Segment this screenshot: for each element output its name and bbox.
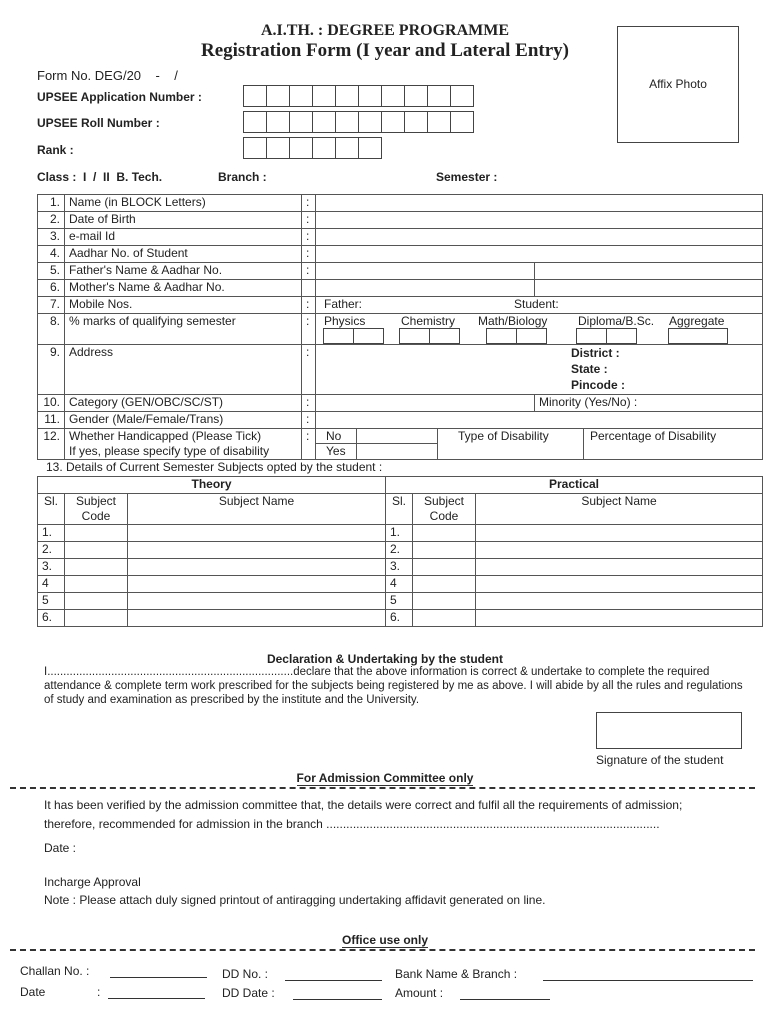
address-field[interactable]: District : State : Pincode : [316, 345, 763, 395]
email-field[interactable] [316, 229, 763, 246]
incharge-approval: Incharge Approval [44, 875, 141, 889]
declaration-title: Declaration & Undertaking by the student [266, 652, 504, 666]
handicap-no[interactable]: No [316, 429, 356, 444]
upsee-roll-label: UPSEE Roll Number : [37, 116, 160, 130]
table-row: 1. 1. [38, 525, 763, 542]
class-label: Class : I / II B. Tech. [37, 170, 163, 184]
semester-label: Semester : [436, 170, 498, 184]
aggregate-cells[interactable] [668, 328, 728, 344]
bank-label: Bank Name & Branch : [395, 967, 518, 981]
table-row: 3. 3. [38, 559, 763, 576]
challan-field[interactable] [110, 964, 207, 978]
table-row: 6. Mother's Name & Aadhar No. [38, 280, 763, 297]
photo-box [617, 26, 739, 143]
table-row: 3. e-mail Id : [38, 229, 763, 246]
table-row: 6. 6. [38, 610, 763, 627]
upsee-roll-cells[interactable] [243, 111, 474, 133]
table-row: 12. Whether Handicapped (Please Tick) If yes, please specify type of disability : No Yes Type of Disability Percentage of Disability [38, 429, 763, 460]
math-cells[interactable] [486, 328, 547, 344]
signature-label: Signature of the student [596, 753, 724, 767]
signature-box[interactable] [596, 712, 742, 749]
amount-field[interactable] [460, 986, 550, 1000]
table-row: 8. % marks of qualifying semester : Physics Chemistry Math/Biology Diploma/B.Sc. Aggregate [38, 314, 763, 345]
challan-label: Challan No. : [20, 964, 90, 978]
gender-field[interactable] [316, 412, 763, 429]
dd-date-label: DD Date : [222, 986, 275, 1000]
table-row: 4. Aadhar No. of Student : [38, 246, 763, 263]
rank-label: Rank : [37, 143, 74, 157]
table-row: 2. Date of Birth : [38, 212, 763, 229]
committee-line1: It has been verified by the admission committee that, the details were correct and fulfil all the requirements of admission; [44, 798, 683, 812]
name-field[interactable] [316, 195, 763, 212]
form-number: Form No. DEG/20 - / [37, 68, 178, 83]
table-row: 9. Address : District : State : Pincode : [38, 345, 763, 395]
marks-field[interactable]: Physics Chemistry Math/Biology Diploma/B.Sc. Aggregate [316, 314, 763, 345]
aadhar-field[interactable] [316, 246, 763, 263]
chemistry-cells[interactable] [399, 328, 460, 344]
mother-field[interactable] [316, 280, 763, 297]
handicap-field[interactable]: No Yes Type of Disability Percentage of Disability [316, 429, 763, 460]
details-table [37, 194, 763, 460]
category-field[interactable]: Minority (Yes/No) : [316, 395, 763, 412]
office-date-field[interactable] [108, 985, 205, 999]
subjects-title: 13. Details of Current Semester Subjects opted by the student : [46, 460, 383, 474]
committee-date: Date : [44, 841, 77, 855]
father-field[interactable] [316, 263, 763, 280]
mobile-student-label: Student: [514, 297, 559, 311]
table-row: 2. 2. [38, 542, 763, 559]
committee-divider [10, 787, 755, 789]
committee-title: For Admission Committee only [296, 771, 474, 785]
form-heading [150, 22, 620, 62]
rank-cells[interactable] [243, 137, 382, 159]
affix-photo-label: Affix Photo [649, 77, 707, 91]
mobile-field[interactable] [316, 297, 763, 314]
subjects-table: Theory Practical Sl. Subject Code Subject Name Sl. Subject Code Subject Name 1. 1. 2. 2. 3. 3. 4 4 5 5 6. 6. [37, 476, 763, 627]
branch-label: Branch : [218, 170, 267, 184]
handicap-yes[interactable]: Yes [326, 444, 346, 458]
date-label: Date [20, 985, 46, 999]
heading-line1: A.I.TH. : DEGREE PROGRAMME [261, 22, 509, 39]
committee-line2: therefore, recommended for admission in the branch .................................................................................................... [44, 817, 660, 831]
declaration-text: I.............................................................................declare that the above information is correct & undertake to complete the required attendance & complete term work prescribed for the subjects being registered by me as above. I will abide by all the rules and regulations of study and examination as prescribed by the institute and the University. [44, 666, 743, 706]
heading-line2: Registration Form (I year and Lateral Entry) [201, 40, 569, 61]
diploma-cells[interactable] [576, 328, 637, 344]
upsee-app-cells[interactable] [243, 85, 474, 107]
table-row: 5. Father's Name & Aadhar No. : [38, 263, 763, 280]
office-title: Office use only [341, 933, 429, 947]
table-row: 10. Category (GEN/OBC/SC/ST) : Minority (Yes/No) : [38, 395, 763, 412]
upsee-app-label: UPSEE Application Number : [37, 90, 202, 104]
physics-cells[interactable] [323, 328, 384, 344]
table-row: 1. Name (in BLOCK Letters) : [38, 195, 763, 212]
amount-label: Amount : [395, 986, 444, 1000]
bank-field[interactable] [543, 967, 753, 981]
dd-no-label: DD No. : [222, 967, 269, 981]
dd-no-field[interactable] [285, 967, 382, 981]
table-row: 7. Mobile Nos. : Father: Student: [38, 297, 763, 314]
office-divider [10, 949, 755, 951]
dd-date-field[interactable] [293, 986, 382, 1000]
mobile-father-label: Father: [324, 297, 363, 311]
antiragging-note: Note : Please attach duly signed printout of antiragging undertaking affidavit generated on line. [44, 893, 546, 907]
table-row: 4 4 [38, 576, 763, 593]
table-row: 11. Gender (Male/Female/Trans) : [38, 412, 763, 429]
table-row: 5 5 [38, 593, 763, 610]
date-colon: : [97, 985, 101, 999]
dob-field[interactable] [316, 212, 763, 229]
